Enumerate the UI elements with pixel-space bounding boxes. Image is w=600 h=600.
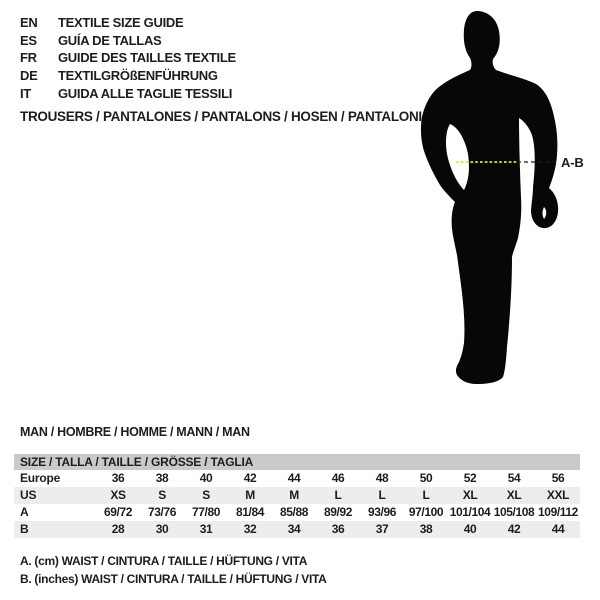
language-code: DE [20,68,38,84]
size-cell: 48 [375,471,389,485]
size-cell: 101/104 [449,505,491,519]
gender-label: MAN / HOMBRE / HOMME / MANN / MAN [20,425,250,439]
language-label: GUÍA DE TALLAS [58,32,162,48]
language-code: EN [20,15,38,30]
language-code: FR [20,50,37,66]
size-cell: M [245,488,255,502]
language-label: TEXTILGRÖßENFÜHRUNG [58,68,218,84]
size-cell: 30 [155,522,169,536]
row-label: US [20,488,37,502]
size-cell: M [289,488,299,502]
size-cell: XL [462,488,478,502]
size-cell: 40 [199,471,213,485]
size-cell: 50 [419,471,433,485]
size-cell: 36 [331,522,345,536]
language-code: ES [20,32,37,48]
size-cell: 44 [551,522,565,536]
row-label: B [20,522,29,536]
size-cell: 46 [331,471,345,485]
language-label: GUIDA ALLE TAGLIE TESSILI [58,85,233,101]
size-cell: 34 [287,522,301,536]
size-cell: 93/96 [367,505,397,519]
size-cell: XS [110,488,126,502]
size-cell: XL [506,488,522,502]
size-table-header: SIZE / TALLA / TAILLE / GRÖSSE / TAGLIA [14,454,580,470]
size-cell: 109/112 [538,505,578,519]
measure-label-ab: A-B [561,155,584,170]
size-cell: 56 [551,471,565,485]
language-label: TEXTILE SIZE GUIDE [58,15,184,30]
size-cell: 44 [287,471,301,485]
size-cell: 54 [507,471,521,485]
size-cell: 73/76 [147,505,177,519]
table-row-europe [14,470,580,487]
size-cell: 28 [111,522,125,536]
size-table [14,454,580,538]
language-code: IT [20,85,31,101]
size-cell: 85/88 [279,505,309,519]
size-cell: 89/92 [323,505,353,519]
size-cell: 42 [507,522,521,536]
size-cell: 105/108 [493,505,535,519]
language-label: GUIDE DES TAILLES TEXTILE [58,50,236,66]
size-cell: 42 [243,471,257,485]
garment-type-title: TROUSERS / PANTALONES / PANTALONS / HOSEN / PANTALONI [20,109,422,124]
man-silhouette-path [421,11,558,384]
table-row-us [14,487,580,504]
footnote-a-waist-cm: A. (cm) WAIST / CINTURA / TAILLE / HÜFTUNG / VITA [20,554,308,568]
size-cell: 97/100 [408,505,444,519]
row-label: Europe [20,471,61,485]
size-cell: 81/84 [235,505,265,519]
size-cell: 52 [463,471,477,485]
size-cell: 40 [463,522,477,536]
table-row-a-cm [14,504,580,521]
size-cell: 77/80 [191,505,221,519]
size-cell: 31 [199,522,213,536]
size-cell: 38 [155,471,169,485]
size-cell: 69/72 [103,505,133,519]
size-cell: L [422,488,430,502]
size-cell: 36 [111,471,125,485]
size-cell: 37 [375,522,389,536]
footnote-b-waist-inches: B. (inches) WAIST / CINTURA / TAILLE / HÜFTUNG / VITA [20,572,327,586]
size-cell: S [158,488,166,502]
size-cell: S [202,488,210,502]
size-cell: 32 [243,522,257,536]
size-cell: L [334,488,342,502]
table-row-b-inches [14,521,580,538]
row-label: A [20,505,29,519]
size-cell: XXL [546,488,570,502]
size-cell: 38 [419,522,433,536]
size-cell: L [378,488,386,502]
